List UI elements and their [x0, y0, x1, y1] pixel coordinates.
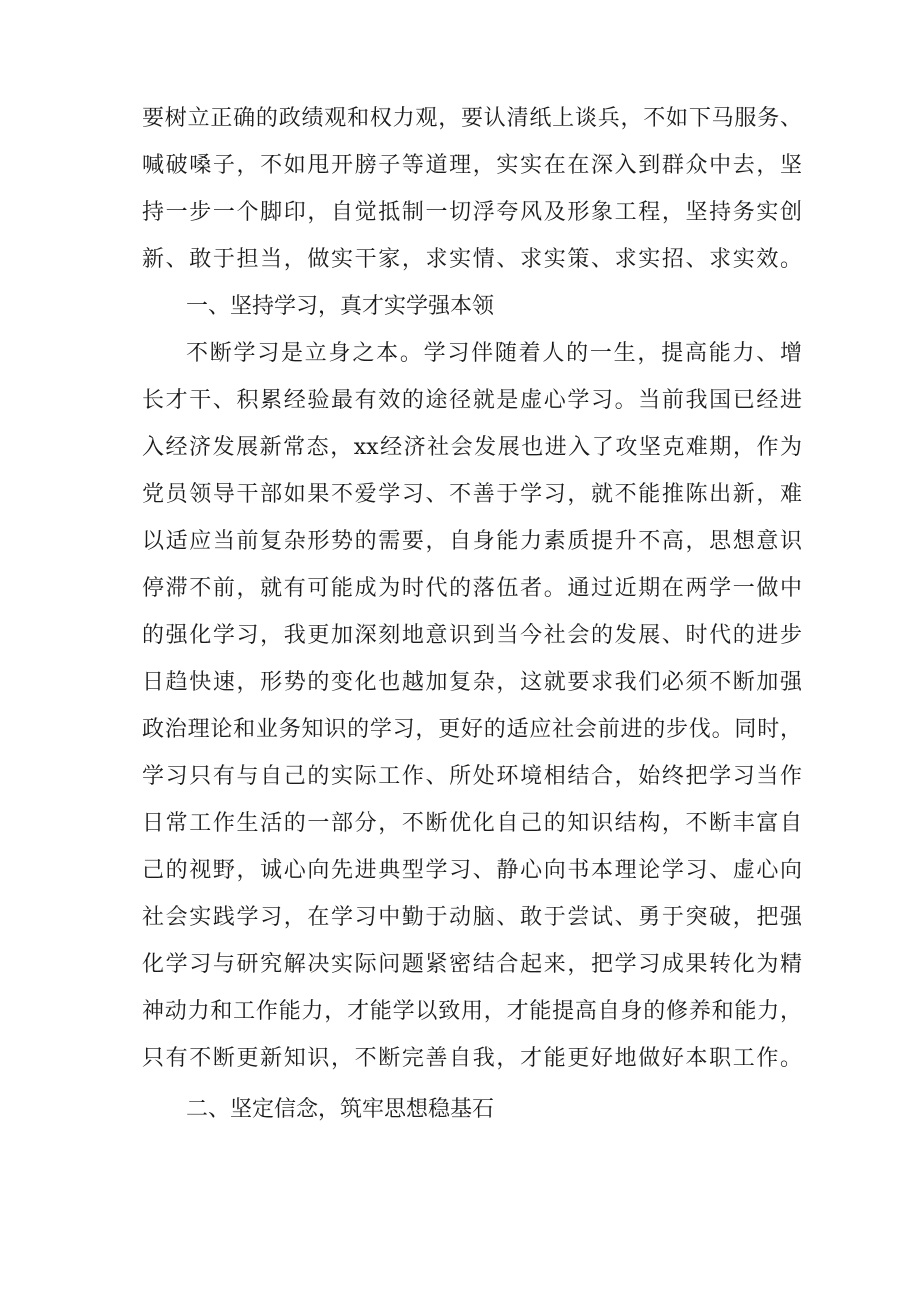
intro-paragraph [142, 95, 802, 283]
paragraph-line: 的强化学习，我更加深刻地意识到当今社会的发展、时代的进步 [142, 623, 802, 648]
paragraph-line: 政治理论和业务知识的学习，更好的适应社会前进的步伐。同时， [142, 717, 802, 742]
paragraph-line: 要树立正确的政绩观和权力观，要认清纸上谈兵，不如下马服务、 [142, 106, 802, 131]
paragraph-line: 新、敢于担当，做实干家，求实情、求实策、求实招、求实效。 [142, 247, 802, 272]
paragraph-line: 长才干、积累经验最有效的途径就是虚心学习。当前我国已经进 [142, 388, 802, 413]
paragraph-line: 持一步一个脚印，自觉抵制一切浮夸风及形象工程，坚持务实创 [142, 200, 802, 225]
paragraph-line: 己的视野，诚心向先进典型学习、静心向书本理论学习、虚心向 [142, 858, 802, 883]
section-heading-1: 一、坚持学习，真才实学强本领 [186, 294, 495, 319]
paragraph-line: 入经济发展新常态，xx经济社会发展也进入了攻坚克难期，作为 [142, 435, 802, 460]
paragraph-line: 神动力和工作能力，才能学以致用，才能提高自身的修养和能力， [142, 999, 802, 1024]
paragraph-line: 喊破嗓子，不如甩开膀子等道理，实实在在深入到群众中去，坚 [142, 153, 802, 178]
paragraph-line: 只有不断更新知识，不断完善自我，才能更好地做好本职工作。 [142, 1046, 802, 1071]
paragraph-line: 化学习与研究解决实际问题紧密结合起来，把学习成果转化为精 [142, 952, 802, 977]
section-heading-2: 二、坚定信念，筑牢思想稳基石 [186, 1097, 495, 1122]
paragraph-line: 党员领导干部如果不爱学习、不善于学习，就不能推陈出新，难 [142, 482, 802, 507]
paragraph-line: 日趋快速，形势的变化也越加复杂，这就要求我们必须不断加强 [142, 670, 802, 695]
paragraph-line: 社会实践学习，在学习中勤于动脑、敢于尝试、勇于突破，把强 [142, 905, 802, 930]
paragraph-line: 日常工作生活的一部分，不断优化自己的知识结构，不断丰富自 [142, 811, 802, 836]
paragraph-line: 不断学习是立身之本。学习伴随着人的一生，提高能力、增 [186, 341, 802, 366]
section-1-paragraph [142, 330, 802, 1082]
paragraph-line: 学习只有与自己的实际工作、所处环境相结合，始终把学习当作 [142, 764, 802, 789]
paragraph-line: 停滞不前，就有可能成为时代的落伍者。通过近期在两学一做中 [142, 576, 802, 601]
document-body [142, 95, 802, 1133]
paragraph-line: 以适应当前复杂形势的需要，自身能力素质提升不高，思想意识 [142, 529, 802, 554]
